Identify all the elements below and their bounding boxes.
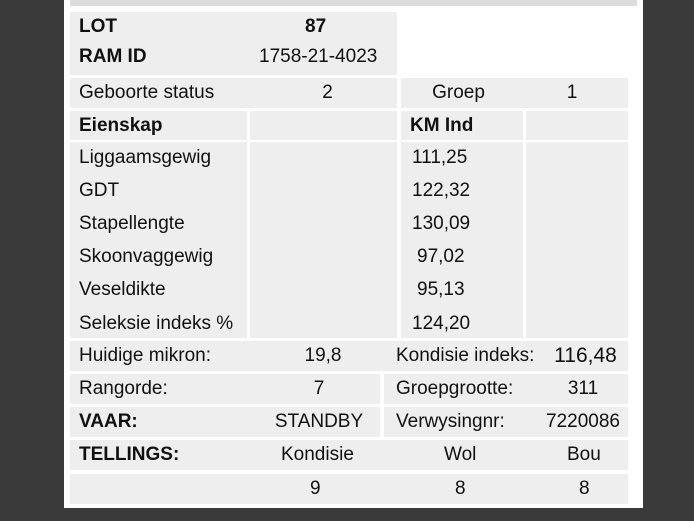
rank-value: 7 [258, 374, 380, 404]
traits-values-column [401, 142, 523, 338]
lot-value: 87 [305, 16, 327, 37]
trait-name: Liggaamsgewig [79, 147, 212, 168]
counts-label: TELLINGS: [79, 444, 180, 465]
trait-value: 122,32 [412, 180, 471, 201]
lot-label: LOT [79, 16, 117, 37]
traits-names-column [70, 142, 247, 338]
group-label: Groep [401, 78, 516, 108]
counts-value-build: 8 [579, 478, 590, 499]
traits-blank-column-2 [526, 142, 628, 338]
trait-value: 130,09 [412, 213, 471, 234]
group-size-label: Groepgrootte: [384, 374, 538, 404]
rank-label: Rangorde: [70, 374, 258, 404]
sire-label: VAAR: [70, 407, 258, 437]
col-header-blank-2 [526, 111, 628, 140]
col-header-km-ind: KM Ind [401, 111, 523, 140]
counts-value-condition: 9 [310, 478, 321, 499]
counts-values-row [70, 474, 628, 504]
trait-value: 95,13 [417, 279, 465, 300]
condition-index-value: 116,48 [543, 341, 628, 371]
trait-name: GDT [79, 180, 120, 201]
trait-value: 124,20 [412, 313, 471, 334]
micron-value: 19,8 [258, 341, 388, 371]
reference-value: 7220086 [538, 407, 628, 437]
micron-label: Huidige mikron: [70, 341, 258, 371]
col-header-property: Eienskap [70, 111, 247, 140]
counts-header-wool: Wol [444, 444, 477, 465]
trait-value: 111,25 [412, 147, 468, 168]
group-size-value: 311 [538, 374, 628, 404]
top-divider [70, 0, 637, 6]
counts-value-wool: 8 [455, 478, 466, 499]
trait-name: Stapellengte [79, 213, 185, 234]
group-value: 1 [516, 78, 628, 108]
trait-value: 97,02 [417, 246, 465, 267]
reference-label: Verwysingnr: [384, 407, 538, 437]
trait-name: Skoonvaggewig [79, 246, 214, 267]
traits-blank-column-1 [250, 142, 397, 338]
birth-status-value: 2 [258, 78, 397, 108]
ram-id-label: RAM ID [79, 46, 147, 67]
counts-header-build: Bou [567, 444, 601, 465]
header-blank-box [401, 12, 628, 75]
condition-index-label: Kondisie indeks: [388, 341, 543, 371]
trait-name: Veseldikte [79, 279, 166, 300]
counts-header-condition: Kondisie [281, 444, 354, 465]
trait-name: Seleksie indeks % [79, 313, 234, 334]
ram-id-value: 1758-21-4023 [259, 46, 378, 67]
birth-status-label: Geboorte status [70, 78, 258, 108]
col-header-blank-1 [250, 111, 397, 140]
sire-value: STANDBY [258, 407, 380, 437]
